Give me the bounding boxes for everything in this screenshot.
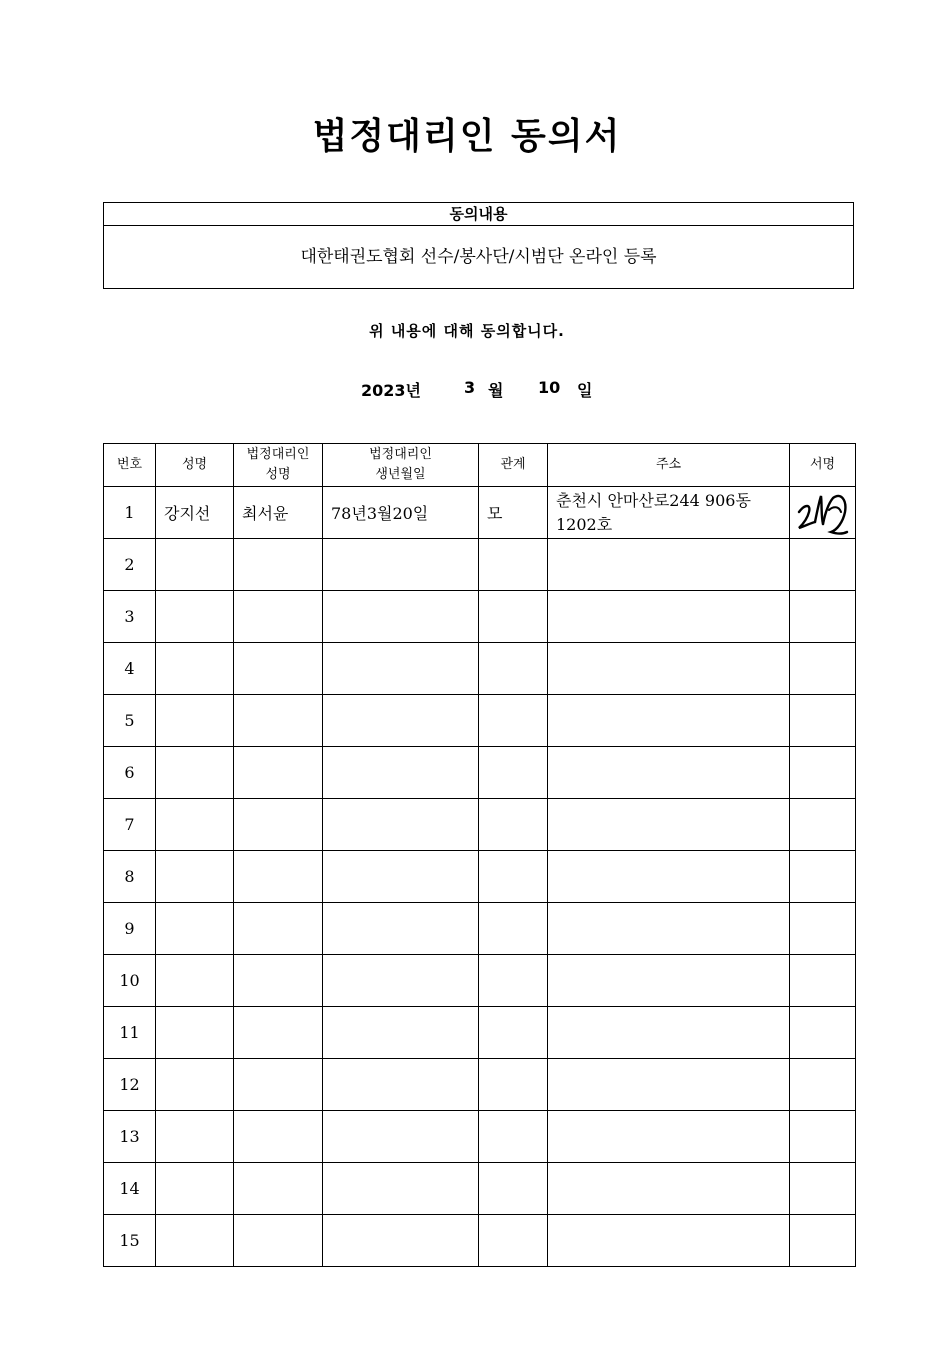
table-header-row <box>104 444 856 487</box>
row-no: 6 <box>104 747 156 799</box>
table-row <box>104 1163 856 1215</box>
consent-box <box>103 202 854 289</box>
header-address: 주소 <box>548 444 790 487</box>
header-guardian-name <box>234 444 323 487</box>
row-relation <box>479 955 548 1007</box>
row-guardian-name <box>234 1163 323 1215</box>
row-address <box>548 1163 790 1215</box>
row-relation <box>479 1163 548 1215</box>
table-row <box>104 903 856 955</box>
row-no: 4 <box>104 643 156 695</box>
row-signature <box>790 487 856 539</box>
row-guardian-birth <box>323 1059 479 1111</box>
header-name: 성명 <box>156 444 234 487</box>
row-guardian-name <box>234 1215 323 1267</box>
row-guardian-birth: 78년3월20일 <box>323 487 479 539</box>
row-name <box>156 643 234 695</box>
row-address-line2: 1202호 <box>556 514 613 534</box>
row-signature <box>790 1163 856 1215</box>
date-day-unit: 일 <box>577 381 593 400</box>
row-no: 3 <box>104 591 156 643</box>
table-row <box>104 539 856 591</box>
row-guardian-birth <box>323 747 479 799</box>
row-name <box>156 903 234 955</box>
header-relation: 관계 <box>479 444 548 487</box>
date-year: 2023년 <box>361 381 421 400</box>
table-row <box>104 591 856 643</box>
row-guardian-birth <box>323 799 479 851</box>
row-signature <box>790 695 856 747</box>
row-relation <box>479 1059 548 1111</box>
row-address <box>548 487 790 539</box>
row-address <box>548 747 790 799</box>
row-no: 10 <box>104 955 156 1007</box>
row-no: 2 <box>104 539 156 591</box>
row-relation <box>479 695 548 747</box>
row-signature <box>790 955 856 1007</box>
date-month-unit: 월 <box>488 381 504 400</box>
date-day-value: 10 <box>538 378 561 397</box>
row-no: 11 <box>104 1007 156 1059</box>
header-guardian-birth-line1: 법정대리인 <box>369 447 432 462</box>
row-signature <box>790 1111 856 1163</box>
row-address <box>548 1059 790 1111</box>
row-relation <box>479 591 548 643</box>
row-guardian-name <box>234 643 323 695</box>
row-guardian-birth <box>323 1111 479 1163</box>
row-address <box>548 799 790 851</box>
row-no: 13 <box>104 1111 156 1163</box>
guardian-table <box>103 443 856 1267</box>
row-name <box>156 539 234 591</box>
row-signature <box>790 1007 856 1059</box>
table-row <box>104 1215 856 1267</box>
table-row <box>104 1111 856 1163</box>
row-name <box>156 851 234 903</box>
row-address <box>548 1111 790 1163</box>
row-signature <box>790 903 856 955</box>
row-relation <box>479 1007 548 1059</box>
header-guardian-birth <box>323 444 479 487</box>
row-signature <box>790 799 856 851</box>
row-signature <box>790 1059 856 1111</box>
row-guardian-name <box>234 955 323 1007</box>
row-guardian-birth <box>323 1215 479 1267</box>
row-no: 1 <box>104 487 156 539</box>
row-guardian-birth <box>323 851 479 903</box>
row-guardian-name <box>234 799 323 851</box>
row-signature <box>790 851 856 903</box>
row-address <box>548 1007 790 1059</box>
row-name <box>156 1111 234 1163</box>
row-name <box>156 695 234 747</box>
table-row <box>104 747 856 799</box>
signature-mark <box>795 490 851 536</box>
header-guardian-name-line2: 성명 <box>265 467 291 482</box>
agreement-statement: 위 내용에 대해 동의합니다. <box>369 322 565 340</box>
row-name <box>156 799 234 851</box>
row-signature <box>790 591 856 643</box>
row-relation <box>479 643 548 695</box>
row-name <box>156 1007 234 1059</box>
row-guardian-birth <box>323 903 479 955</box>
header-guardian-birth-line2: 생년월일 <box>375 467 426 482</box>
table-row <box>104 851 856 903</box>
table-row <box>104 799 856 851</box>
consent-header: 동의내용 <box>104 203 853 226</box>
row-no: 5 <box>104 695 156 747</box>
row-guardian-name <box>234 1059 323 1111</box>
header-guardian-name-line1: 법정대리인 <box>246 447 310 462</box>
row-guardian-name <box>234 695 323 747</box>
row-name <box>156 1215 234 1267</box>
row-guardian-birth <box>323 591 479 643</box>
row-name: 강지선 <box>156 487 234 539</box>
consent-content: 대한태권도협회 선수/봉사단/시범단 온라인 등록 <box>300 247 657 267</box>
row-no: 14 <box>104 1163 156 1215</box>
row-address <box>548 591 790 643</box>
row-relation: 모 <box>479 487 548 539</box>
row-address <box>548 643 790 695</box>
row-name <box>156 1163 234 1215</box>
row-guardian-name <box>234 1007 323 1059</box>
row-guardian-birth <box>323 695 479 747</box>
row-guardian-name <box>234 747 323 799</box>
row-address <box>548 695 790 747</box>
row-guardian-name <box>234 1111 323 1163</box>
row-relation <box>479 799 548 851</box>
row-guardian-name <box>234 539 323 591</box>
row-signature <box>790 643 856 695</box>
row-guardian-birth <box>323 955 479 1007</box>
row-relation <box>479 903 548 955</box>
row-name <box>156 591 234 643</box>
row-guardian-birth <box>323 643 479 695</box>
row-address <box>548 851 790 903</box>
row-signature <box>790 539 856 591</box>
row-no: 9 <box>104 903 156 955</box>
row-relation <box>479 851 548 903</box>
row-guardian-name <box>234 903 323 955</box>
row-no: 12 <box>104 1059 156 1111</box>
table-row <box>104 1059 856 1111</box>
table-row <box>104 695 856 747</box>
row-guardian-name <box>234 591 323 643</box>
header-no: 번호 <box>104 444 156 487</box>
row-relation <box>479 747 548 799</box>
row-guardian-birth <box>323 1163 479 1215</box>
table-row <box>104 1007 856 1059</box>
document-title: 법정대리인 동의서 <box>312 116 622 157</box>
row-address <box>548 539 790 591</box>
row-relation <box>479 539 548 591</box>
row-relation <box>479 1215 548 1267</box>
row-no: 7 <box>104 799 156 851</box>
row-guardian-name: 최서윤 <box>234 487 323 539</box>
row-name <box>156 955 234 1007</box>
row-relation <box>479 1111 548 1163</box>
table-row <box>104 955 856 1007</box>
table-row <box>104 643 856 695</box>
row-no: 8 <box>104 851 156 903</box>
row-address <box>548 1215 790 1267</box>
row-guardian-birth <box>323 1007 479 1059</box>
row-guardian-birth <box>323 539 479 591</box>
row-address <box>548 903 790 955</box>
row-address-line1: 춘천시 안마산로244 906동 <box>556 490 751 510</box>
row-name <box>156 747 234 799</box>
row-address <box>548 955 790 1007</box>
row-signature <box>790 1215 856 1267</box>
date-month-value: 3 <box>464 378 476 397</box>
table-row <box>104 487 856 539</box>
row-no: 15 <box>104 1215 156 1267</box>
header-signature: 서명 <box>790 444 856 487</box>
row-signature <box>790 747 856 799</box>
row-name <box>156 1059 234 1111</box>
row-guardian-name <box>234 851 323 903</box>
